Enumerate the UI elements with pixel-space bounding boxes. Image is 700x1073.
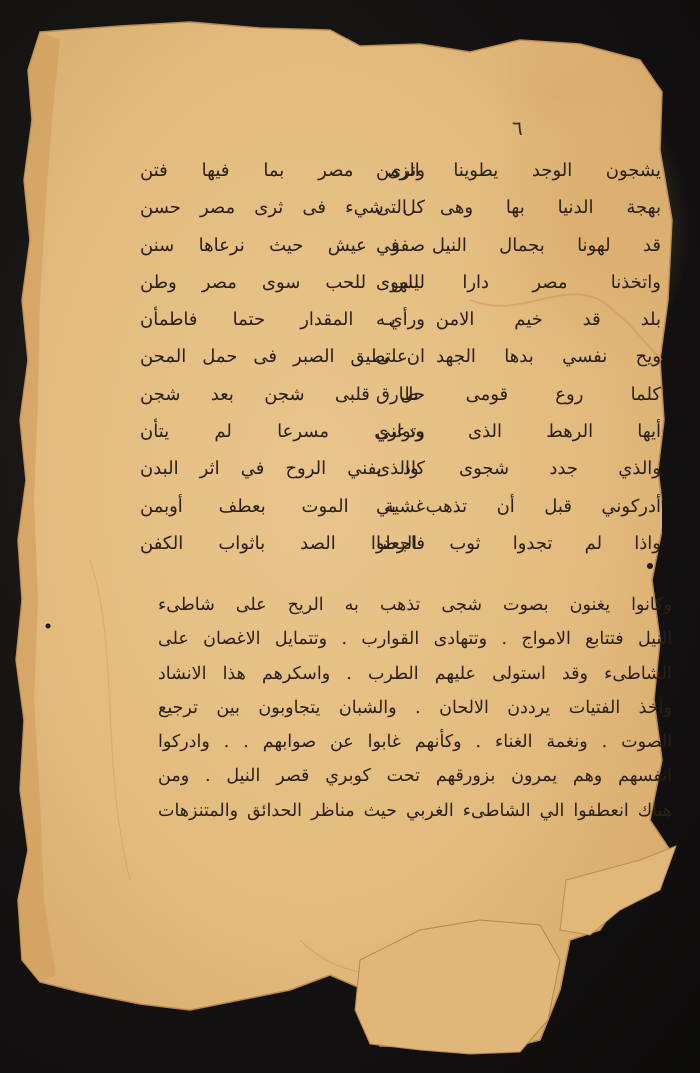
verse-line: ان تطيق الصبر فى حمل المحن [140, 346, 425, 368]
prose-line: وأخذ الفتيات يرددن الالحان . والشبان يتجاوبون بين ترجيع [158, 697, 672, 718]
verse-line: كاد يفني الروح في اثر البدن [140, 458, 425, 480]
prose-line: هناك انعطفوا الي الشاطىء الغربي حيث مناظر الحدائق والمتنزهات [158, 800, 672, 821]
verse-line: ويح نفسي بدها الجهد على [376, 346, 661, 368]
page-number: ٦ [512, 116, 523, 140]
prose-line: النيل فتتابع الامواج . وتتهادى القوارب . وتتمايل الاغصان على [158, 629, 672, 650]
verse-line: وتواري مسرعا لم يتأن [140, 421, 425, 443]
verse-line: كل شيء فى ثرى مصر حسن [140, 197, 425, 219]
verse-line: واذا لم تجدوا ثوب الرضا [376, 532, 661, 554]
prose-line: انفسهم وهم يمرون بزورقهم تحت كوبري قصر النيل . ومن [158, 766, 672, 787]
verse-line: ونرى مصر بما فيها فتن [140, 160, 425, 181]
poem-left-column [140, 152, 425, 562]
verse-line: ليس للحب سوى مصر وطن [140, 271, 425, 293]
verse-line: غشية الموت بعطف أوبمن [140, 495, 425, 517]
prose-paragraph [158, 588, 672, 828]
verse-line: حل قلبى شجن بعد شجن [140, 383, 425, 405]
verse-line: واتخذنا مصر دارا للهوى [376, 271, 661, 293]
verse-line: قد لهونا بجمال النيل في [376, 234, 661, 256]
verse-line: بهجة الدنيا بها وهى التى [376, 197, 661, 219]
verse-line: أيها الرهط الذى ودعني [376, 421, 661, 443]
verse-line: ورأي المقدار حتما فاطمأن [140, 309, 425, 331]
verse-line: والذي جدد شجوى والذى [376, 458, 661, 480]
prose-line: الشاطىء وقد استولى عليهم الطرب . واسكرهم هذا الانشاد [158, 663, 672, 684]
prose-line: وكانوا يغنون بصوت شجى تذهب به الريح على شاطىء [158, 595, 672, 615]
verse-line: أدركوني قبل أن تذهب بي [376, 495, 661, 517]
verse-line: صفو عيش حيث نرعاها سنن [140, 234, 425, 256]
prose-line: الصوت . ونغمة الغناء . وكأنهم غابوا عن صوابهم . . وادركوا [158, 732, 672, 753]
verse-line: يشجون الوجد يطوينا الزمن [376, 160, 661, 181]
verse-line: فاجعلوا الصد باثواب الكفن [140, 532, 425, 554]
verse-line: بلد قد خيم الامن بـه [376, 309, 661, 331]
verse-line: كلما روع قومى طارق [376, 383, 661, 405]
